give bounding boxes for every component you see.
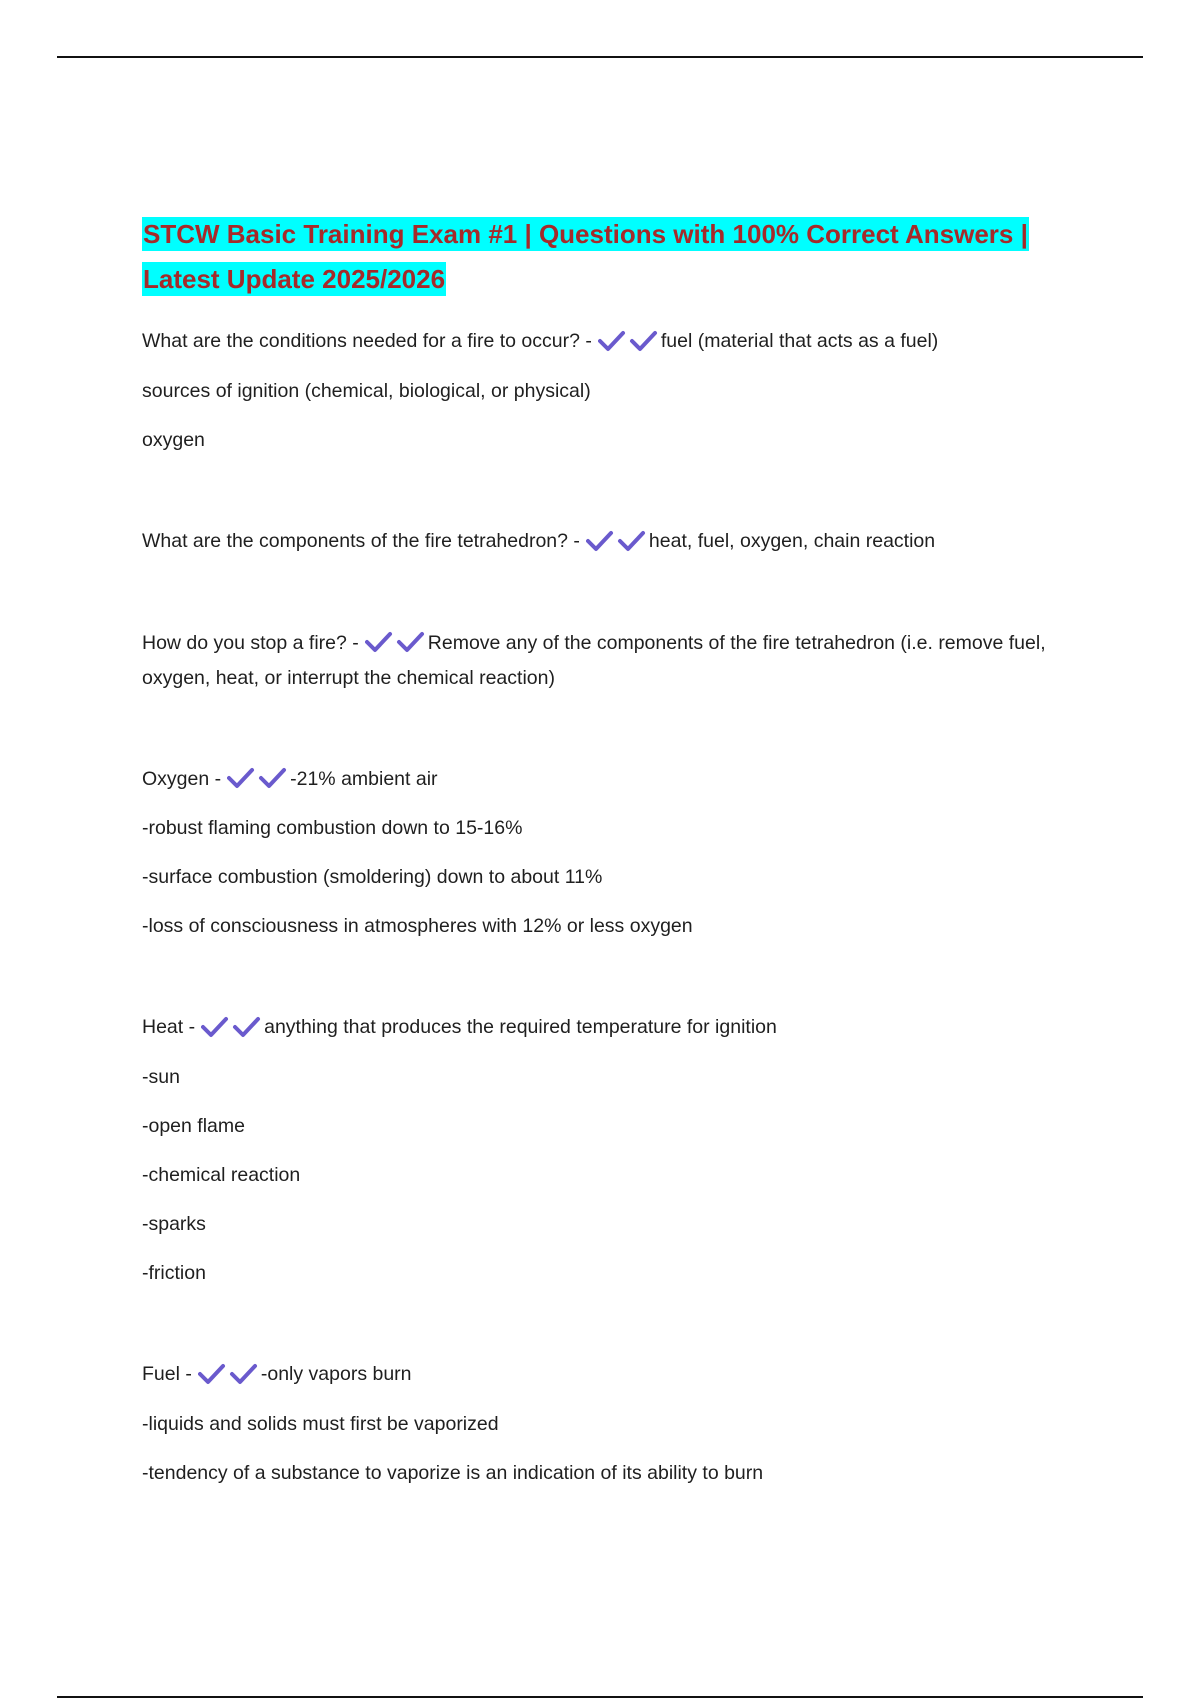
question-text: What are the components of the fire tetrahedron? - xyxy=(142,529,580,552)
answer-text: fuel (material that acts as a fuel) xyxy=(660,330,939,352)
document-body xyxy=(142,212,1062,1490)
title-highlight: STCW Basic Training Exam #1 | Questions with 100% Correct Answers | Latest Update 2025/2026 xyxy=(143,219,1028,294)
answer-line: -loss of consciousness in atmospheres with 12% or less oxygen xyxy=(142,915,693,938)
qa-item xyxy=(142,524,1062,559)
qa-item xyxy=(142,626,1062,695)
top-rule xyxy=(57,56,1143,58)
answer-text: -21% ambient air xyxy=(290,767,438,790)
qa-item xyxy=(142,762,1062,944)
bottom-rule xyxy=(57,1696,1143,1698)
answer-text: anything that produces the required temperature for ignition xyxy=(264,1016,777,1039)
answer-line: -tendency of a substance to vaporize is an indication of its ability to burn xyxy=(142,1462,764,1485)
answer-line: oxygen xyxy=(142,428,205,451)
qa-item xyxy=(142,1010,1062,1290)
qa-list xyxy=(142,324,1062,1490)
double-checkmark-icon xyxy=(201,1009,261,1043)
qa-question-line xyxy=(142,626,1062,695)
qa-item xyxy=(142,324,1062,457)
question-text: How do you stop a fire? - xyxy=(142,631,359,654)
question-text: What are the conditions needed for a fire to occur? - xyxy=(142,330,592,352)
answer-text: -only vapors burn xyxy=(260,1363,412,1386)
answer-text: heat, fuel, oxygen, chain reaction xyxy=(648,529,936,552)
double-checkmark-icon xyxy=(227,760,287,794)
qa-question-line xyxy=(142,324,1062,359)
answer-line: -sparks xyxy=(142,1213,206,1236)
qa-question-line xyxy=(142,762,1062,797)
double-checkmark-icon xyxy=(586,523,646,557)
qa-question-line xyxy=(142,524,1062,559)
qa-question-line xyxy=(142,1357,1062,1392)
answer-line: -chemical reaction xyxy=(142,1164,301,1187)
answer-line: -sun xyxy=(142,1066,180,1089)
question-text: Heat - xyxy=(142,1016,196,1039)
answer-line: -robust flaming combustion down to 15-16% xyxy=(142,817,523,840)
answer-line: -friction xyxy=(142,1262,206,1285)
answer-text: Remove any of the components of the fire tetrahedron (i.e. remove fuel, oxygen, heat, or interrupt the chemical reaction) xyxy=(142,631,1046,689)
question-text: Fuel - xyxy=(142,1363,192,1386)
qa-item xyxy=(142,1357,1062,1490)
qa-question-line xyxy=(142,1010,1062,1045)
answer-line: -open flame xyxy=(142,1115,245,1138)
answer-line: sources of ignition (chemical, biological, or physical) xyxy=(142,379,591,402)
document-title xyxy=(142,212,1062,302)
double-checkmark-icon xyxy=(365,625,425,659)
double-checkmark-icon xyxy=(598,323,658,357)
answer-line: -liquids and solids must first be vaporized xyxy=(142,1413,499,1436)
answer-line: -surface combustion (smoldering) down to about 11% xyxy=(142,866,603,889)
question-text: Oxygen - xyxy=(142,767,222,790)
double-checkmark-icon xyxy=(198,1356,258,1390)
